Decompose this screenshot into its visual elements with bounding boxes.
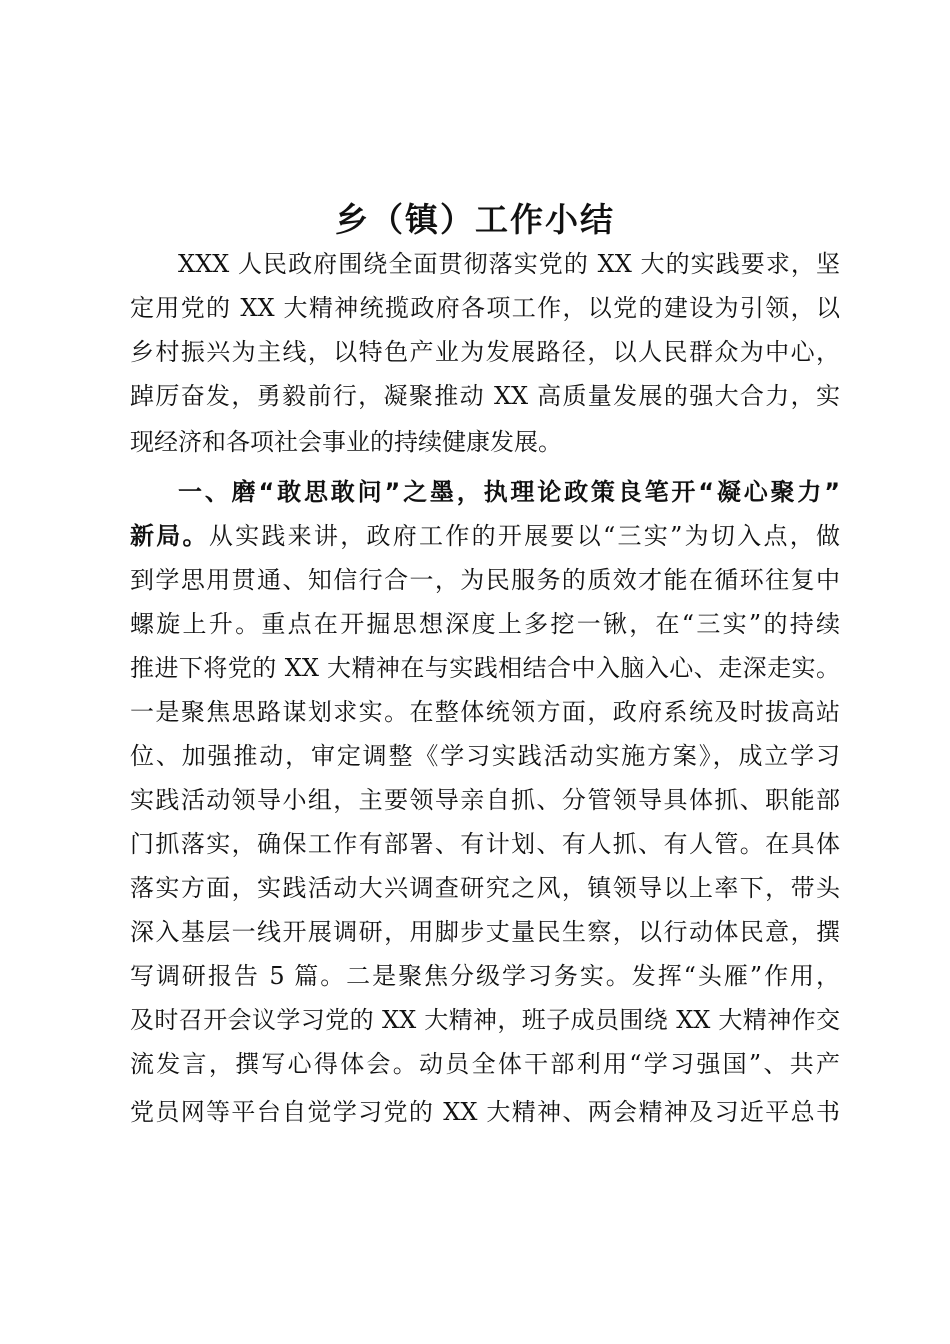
body-line: 深入基层一线开展调研，用脚步丈量民生察，以行动体民意，撰	[130, 918, 840, 946]
body-line: 党员网等平台自觉学习党的 XX 大精神、两会精神及习近平总书	[130, 1098, 840, 1126]
body-line: 位、加强推动，审定调整《学习实践活动实施方案》，成立学习	[130, 742, 840, 770]
paragraph-line: 踔厉奋发，勇毅前行，凝聚推动 XX 高质量发展的强大合力，实	[130, 382, 840, 410]
body-line: 门抓落实，确保工作有部署、有计划、有人抓、有人管。在具体	[130, 830, 840, 858]
section-heading-end: 新局。	[130, 522, 209, 550]
body-line: 及时召开会议学习党的 XX 大精神，班子成员围绕 XX 大精神作交	[130, 1006, 840, 1034]
body-line: 落实方面，实践活动大兴调查研究之风，镇领导以上率下，带头	[130, 874, 840, 902]
body-line: 到学思用贯通、知信行合一，为民服务的质效才能在循环往复中	[130, 566, 840, 594]
paragraph-line: 现经济和各项社会事业的持续健康发展。	[130, 428, 562, 456]
body-line: 写调研报告 5 篇。二是聚焦分级学习务实。发挥“头雁”作用，	[130, 962, 840, 990]
body-line: 流发言，撰写心得体会。动员全体干部利用“学习强国”、共产	[130, 1050, 840, 1078]
paragraph-line: 乡村振兴为主线，以特色产业为发展路径，以人民群众为中心，	[130, 338, 840, 366]
paragraph-line: 定用党的 XX 大精神统揽政府各项工作，以党的建设为引领，以	[130, 294, 840, 322]
document-title: 乡（镇）工作小结	[335, 200, 615, 239]
section-body-start: 从实践来讲，政府工作的开展要以“三实”为切入点，做	[208, 522, 840, 550]
paragraph-line: XXX 人民政府围绕全面贯彻落实党的 XX 大的实践要求，坚	[178, 250, 840, 278]
section-heading-continuation	[130, 514, 840, 558]
body-line: 一是聚焦思路谋划求实。在整体统领方面，政府系统及时拔高站	[130, 698, 840, 726]
body-line: 推进下将党的 XX 大精神在与实践相结合中入脑入心、走深走实。	[130, 654, 840, 682]
body-line: 螺旋上升。重点在开掘思想深度上多挖一锹，在“三实”的持续	[130, 610, 840, 638]
body-line: 实践活动领导小组，主要领导亲自抓、分管领导具体抓、职能部	[130, 786, 840, 814]
section-heading: 一、磨“敢思敢问”之墨，执理论政策良笔开“凝心聚力”	[178, 478, 840, 506]
